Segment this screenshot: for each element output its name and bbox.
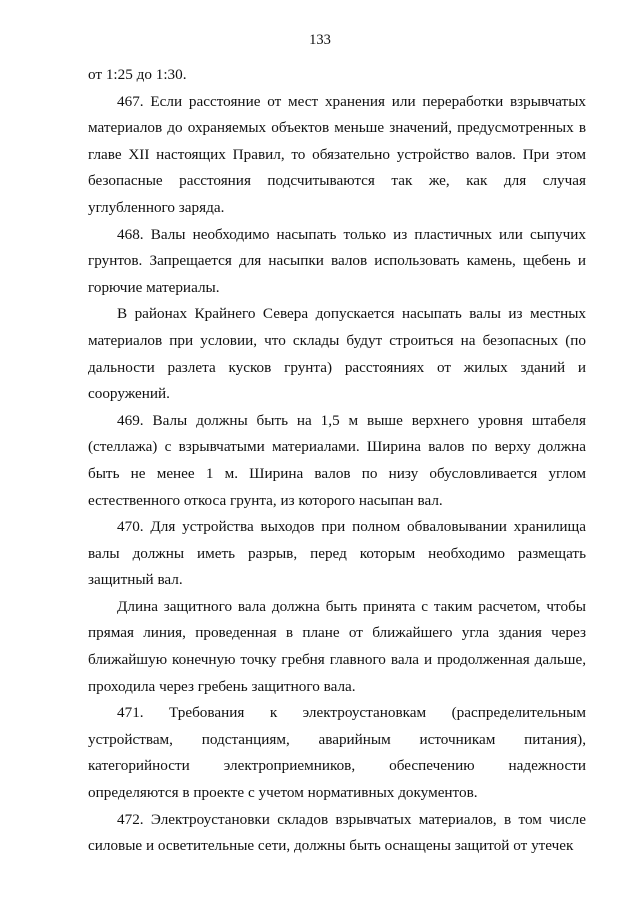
paragraph-far-north: В районах Крайнего Севера допускается насыпать валы из местных материалов при условии, что склады будут строиться на безопасных (по дальности разлета кусков грунта) расстояниях от жилых зданий и сооружений. bbox=[88, 305, 586, 403]
paragraph-470: 470. Для устройства выходов при полном обваловывании хранилища валы должны иметь разрыв, перед которым необходимо размещать защитный вал. bbox=[88, 518, 586, 589]
paragraph-continuation: от 1:25 до 1:30. bbox=[88, 66, 187, 83]
paragraph-471: 471. Требования к электроустановкам (распределительным устройствам, подстанциям, аварийным источникам питания), категорийности электроприемников, обеспечению надежности определяются в проекте с учетом нормативных документов. bbox=[88, 704, 586, 802]
paragraph-467: 467. Если расстояние от мест хранения или переработки взрывчатых материалов до охраняемых объектов меньше значений, предусмотренных в главе XII настоящих Правил, то обязательно устройство валов. При этом безопасные расстояния подсчитываются так же, как для случая углубленного заряда. bbox=[88, 92, 586, 216]
paragraph-468: 468. Валы необходимо насыпать только из пластичных или сыпучих грунтов. Запрещается для насыпки валов использовать камень, щебень и горючие материалы. bbox=[88, 225, 586, 296]
page-number: 133 bbox=[309, 32, 331, 48]
paragraph-protective-shaft: Длина защитного вала должна быть принята с таким расчетом, чтобы прямая линия, проведенная в плане от ближайшего угла здания через ближайшую конечную точку гребня главного вала и продолженная дальше, проходила через гребень защитного вала. bbox=[88, 597, 586, 695]
body-text bbox=[88, 62, 586, 860]
paragraph-472: 472. Электроустановки складов взрывчатых материалов, в том числе силовые и осветительные сети, должны быть оснащены защитой от утечек bbox=[88, 810, 586, 855]
paragraph-469: 469. Валы должны быть на 1,5 м выше верхнего уровня штабеля (стеллажа) с взрывчатыми материалами. Ширина валов по верху должна быть не менее 1 м. Ширина валов по низу обусловливается углом естественного откоса грунта, из которого насыпан вал. bbox=[88, 411, 586, 509]
